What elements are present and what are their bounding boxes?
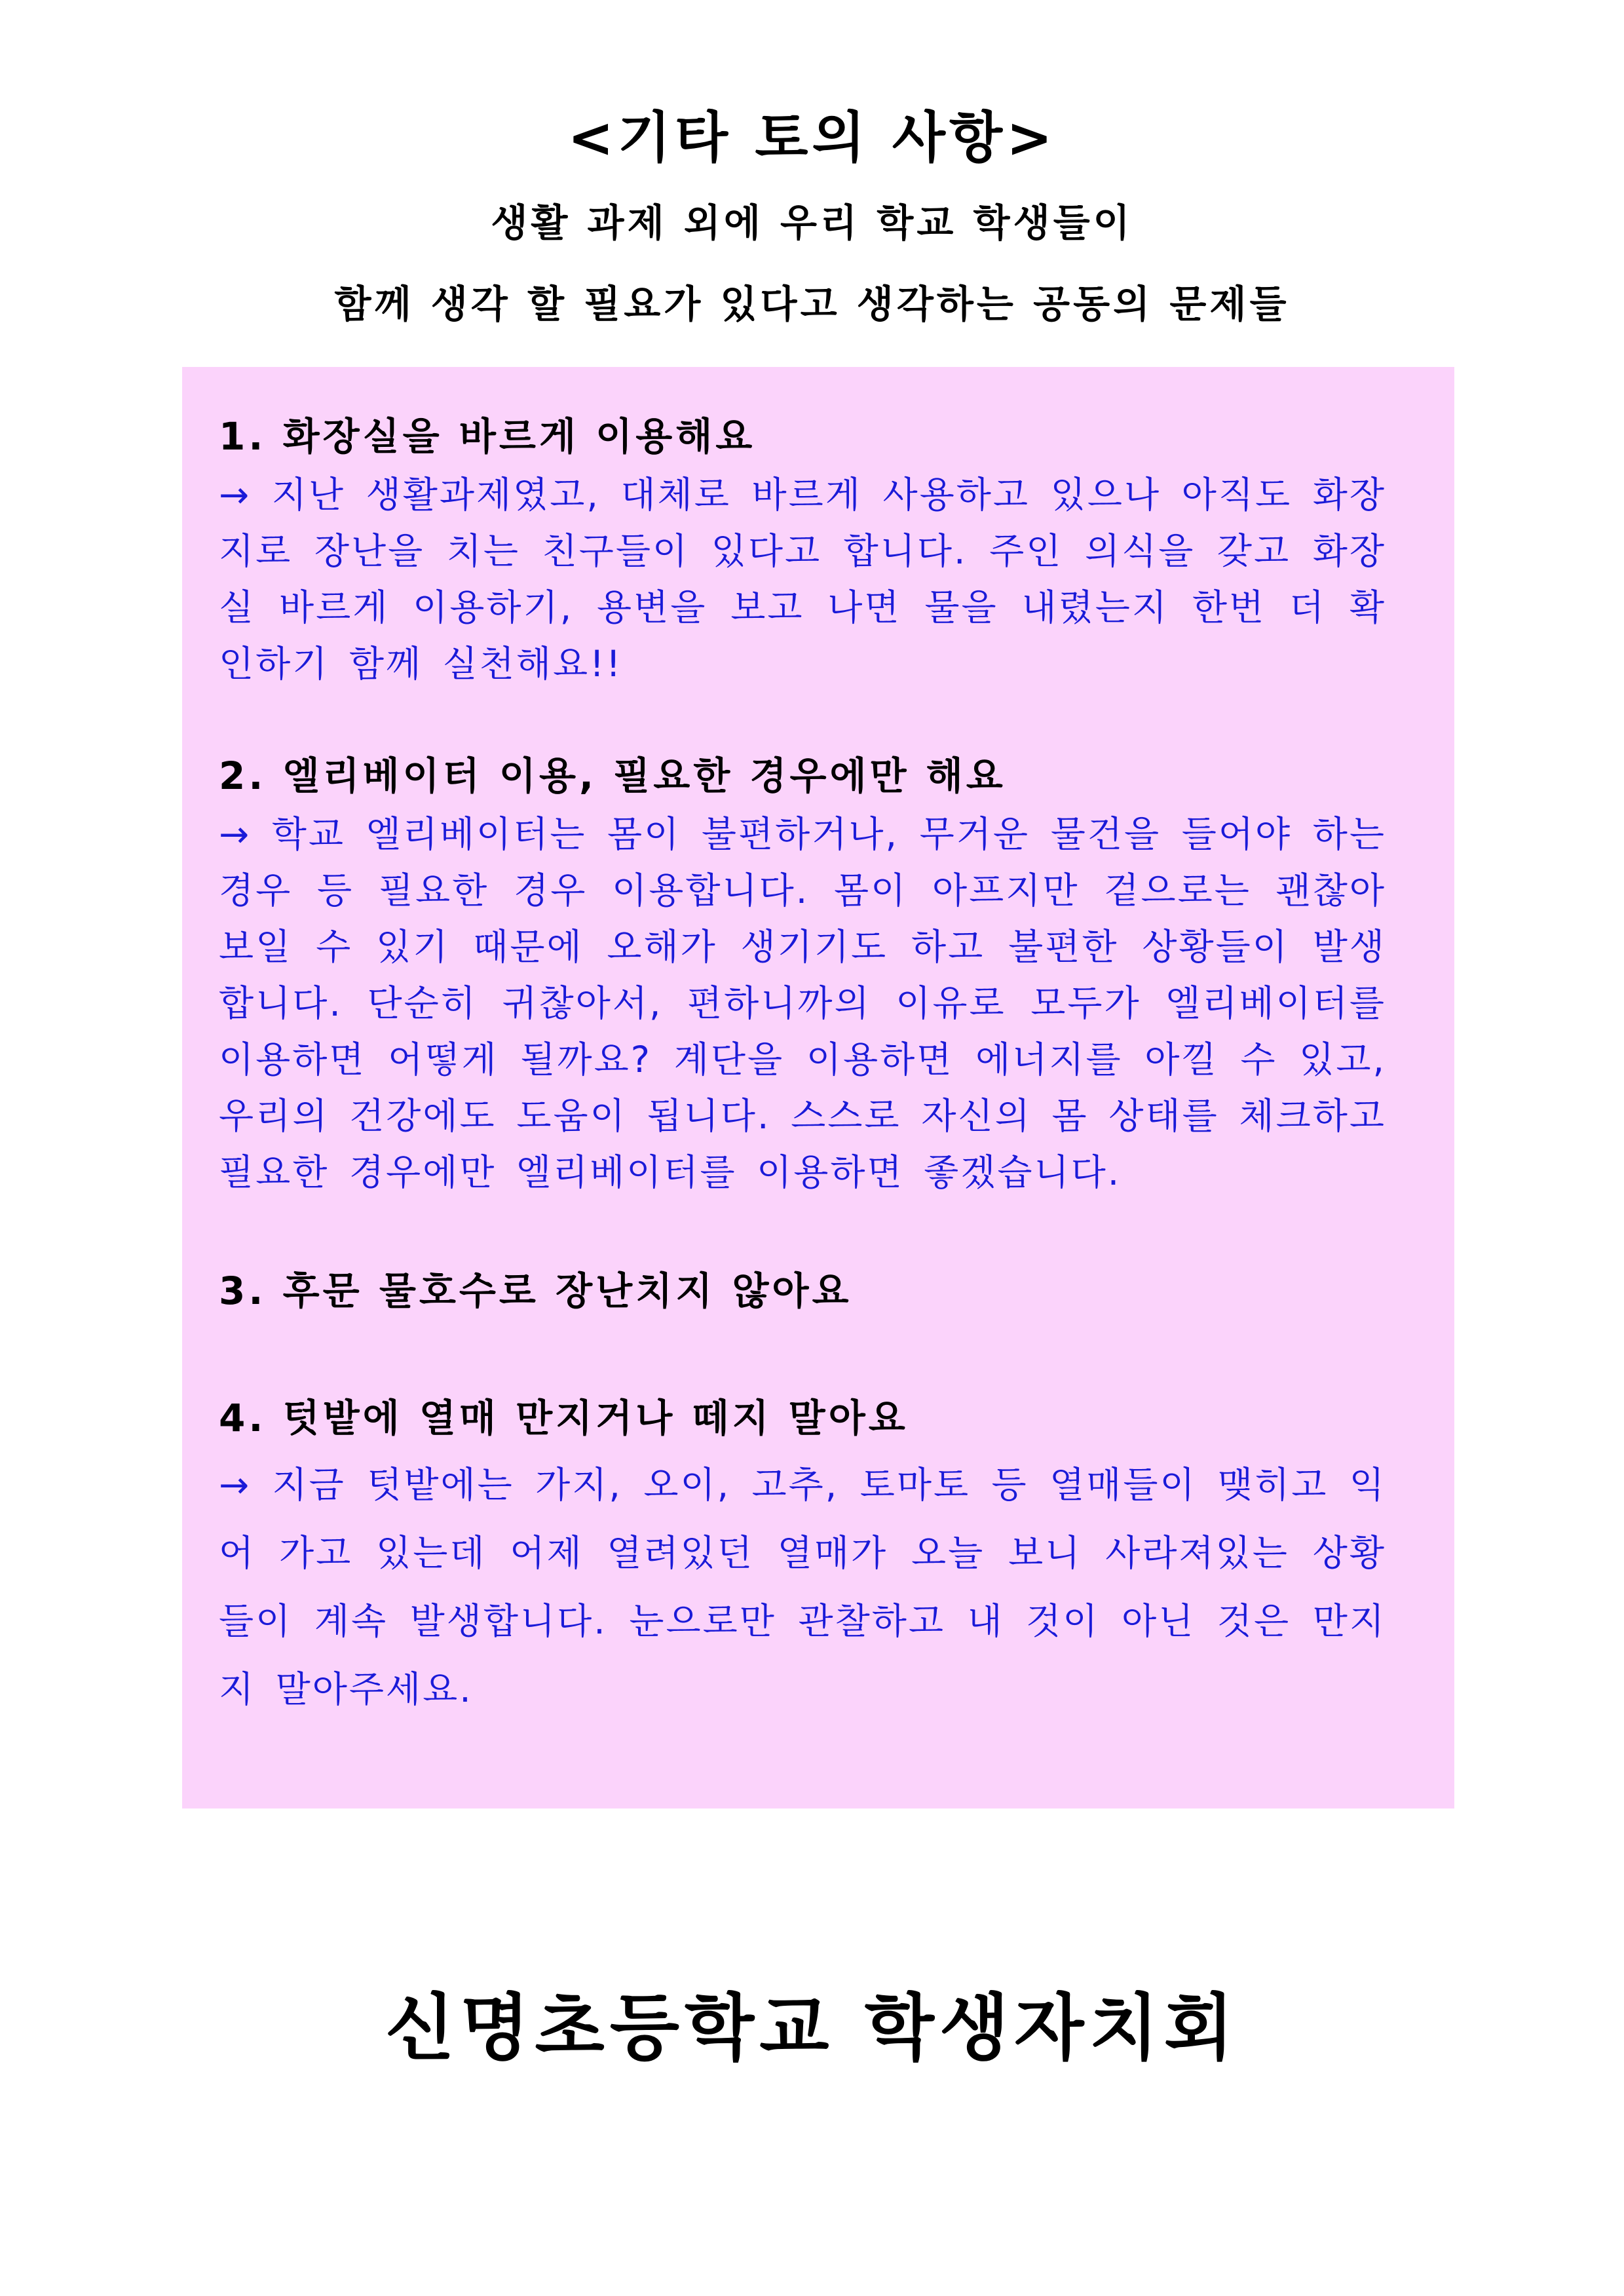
topic-water-hose bbox=[219, 1263, 1386, 1318]
topic-garden bbox=[219, 1390, 1386, 1723]
document-header bbox=[0, 98, 1624, 345]
topic-body: → 지금 텃밭에는 가지, 오이, 고추, 토마토 등 열매들이 맺히고 익어 가고 있는데 어제 열려있던 열매가 오늘 보니 사라져있는 상황들이 계속 발생합니다. 눈으로만 관찰하고 내 것이 아닌 것은 만지지 말아주세요. bbox=[219, 1464, 1386, 1710]
topic-heading: 1. 화장실을 바르게 이용해요 bbox=[219, 414, 756, 459]
subtitle-line-1: 생활 과제 외에 우리 학교 학생들이 bbox=[491, 201, 1133, 245]
discussion-topics-box bbox=[182, 367, 1454, 1808]
subtitle-line-2: 함께 생각 할 필요가 있다고 생각하는 공동의 문제들 bbox=[334, 282, 1290, 326]
signature: 신명초등학교 학생자치회 bbox=[385, 1986, 1239, 2070]
topic-heading: 2. 엘리베이터 이용, 필요한 경우에만 해요 bbox=[219, 754, 1006, 798]
page-title: <기타 토의 사항> bbox=[567, 105, 1057, 170]
topic-heading: 3. 후문 물호수로 장난치지 않아요 bbox=[219, 1269, 852, 1313]
topic-elevator bbox=[219, 748, 1386, 1200]
topic-heading: 4. 텃밭에 열매 만지거나 떼지 말아요 bbox=[219, 1396, 909, 1440]
topic-body: → 지난 생활과제였고, 대체로 바르게 사용하고 있으나 아직도 화장지로 장난을 치는 친구들이 있다고 합니다. 주인 의식을 갖고 화장실 바르게 이용하기, 용변을 보고 나면 물을 내렸는지 한번 더 확인하기 함께 실천해요!! bbox=[219, 474, 1386, 685]
topic-body: → 학교 엘리베이터는 몸이 불편하거나, 무거운 물건을 들어야 하는 경우 등 필요한 경우 이용합니다. 몸이 아프지만 겉으로는 괜찮아 보일 수 있기 때문에 오해가 생기기도 하고 불편한 상황들이 발생합니다. 단순히 귀찮아서, 편하니까의 이유로 모두가 엘리베이터를 이용하면 어떻게 될까요? 계단을 이용하면 에너지를 아낄 수 있고, 우리의 건강에도 도움이 됩니다. 스스로 자신의 몸 상태를 체크하고 필요한 경우에만 엘리베이터를 이용하면 좋겠습니다. bbox=[219, 813, 1386, 1193]
topic-restroom bbox=[219, 409, 1386, 692]
